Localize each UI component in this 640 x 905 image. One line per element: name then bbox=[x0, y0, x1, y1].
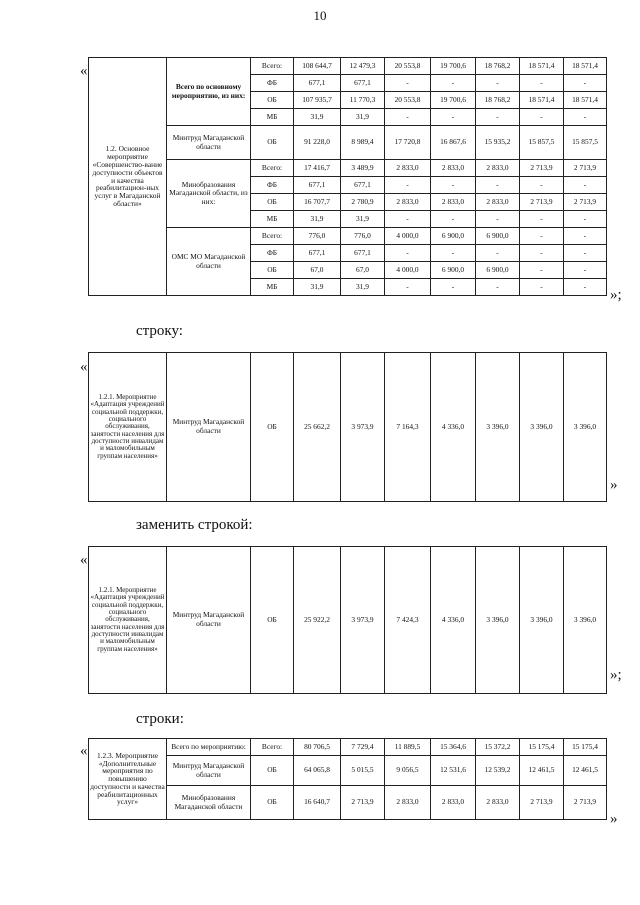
value-cell: 6 900,0 bbox=[476, 262, 520, 279]
value-cell: 108 644,7 bbox=[294, 58, 341, 75]
value-cell: 677,1 bbox=[294, 177, 341, 194]
value-cell: 776,0 bbox=[294, 228, 341, 245]
org-cell: Минобразования Магаданской области bbox=[167, 786, 251, 820]
value-cell: 31,9 bbox=[341, 109, 385, 126]
source-cell: Всего: bbox=[251, 160, 294, 177]
source-cell: МБ bbox=[251, 211, 294, 228]
value-cell: 2 833,0 bbox=[385, 160, 431, 177]
value-cell: 11 770,3 bbox=[341, 92, 385, 109]
value-cell: - bbox=[564, 262, 607, 279]
value-cell: 3 396,0 bbox=[520, 547, 564, 694]
value-cell: - bbox=[431, 279, 476, 296]
value-cell: - bbox=[476, 279, 520, 296]
value-cell: - bbox=[564, 75, 607, 92]
value-cell: - bbox=[476, 109, 520, 126]
value-cell: - bbox=[520, 279, 564, 296]
value-cell: 31,9 bbox=[341, 279, 385, 296]
value-cell: 19 700,6 bbox=[431, 92, 476, 109]
open-quote: « bbox=[80, 552, 88, 568]
source-cell: ОБ bbox=[251, 756, 294, 786]
value-cell: 3 489,9 bbox=[341, 160, 385, 177]
value-cell: 3 396,0 bbox=[520, 353, 564, 502]
org-cell: Минтруд Магаданской области bbox=[167, 353, 251, 502]
value-cell: 9 056,5 bbox=[385, 756, 431, 786]
value-cell: 2 713,9 bbox=[564, 194, 607, 211]
table-activity-old bbox=[88, 352, 607, 502]
value-cell: 18 571,4 bbox=[520, 58, 564, 75]
source-cell: Всего: bbox=[251, 58, 294, 75]
value-cell: 3 396,0 bbox=[476, 353, 520, 502]
value-cell: 91 228,0 bbox=[294, 126, 341, 160]
value-cell: 18 768,2 bbox=[476, 92, 520, 109]
value-cell: - bbox=[431, 75, 476, 92]
value-cell: 6 900,0 bbox=[431, 228, 476, 245]
value-cell: 677,1 bbox=[341, 177, 385, 194]
value-cell: 67,0 bbox=[341, 262, 385, 279]
value-cell: 677,1 bbox=[294, 245, 341, 262]
source-cell: ОБ bbox=[251, 194, 294, 211]
value-cell: 677,1 bbox=[341, 75, 385, 92]
org-cell: ОМС МО Магаданской области bbox=[167, 228, 251, 296]
source-cell: ОБ bbox=[251, 353, 294, 502]
value-cell: 31,9 bbox=[294, 211, 341, 228]
value-cell: 4 336,0 bbox=[431, 353, 476, 502]
open-quote: « bbox=[80, 743, 88, 759]
close-quote: » bbox=[610, 811, 618, 827]
close-quote: »; bbox=[610, 667, 622, 683]
value-cell: 3 973,9 bbox=[341, 547, 385, 694]
value-cell: 80 706,5 bbox=[294, 739, 341, 756]
table-row bbox=[89, 786, 607, 820]
value-cell: 15 175,4 bbox=[564, 739, 607, 756]
value-cell: - bbox=[476, 75, 520, 92]
value-cell: - bbox=[385, 109, 431, 126]
table-activity-new bbox=[88, 546, 607, 694]
value-cell: 11 889,5 bbox=[385, 739, 431, 756]
source-cell: МБ bbox=[251, 279, 294, 296]
value-cell: - bbox=[431, 177, 476, 194]
value-cell: 2 713,9 bbox=[520, 786, 564, 820]
table-row bbox=[89, 160, 607, 177]
value-cell: - bbox=[564, 279, 607, 296]
value-cell: 2 833,0 bbox=[385, 194, 431, 211]
value-cell: 2 713,9 bbox=[564, 786, 607, 820]
activity-name: 1.2.1. Мероприятие «Адаптация учреждений социальной поддержки, социального обслуживания, занятости населения для доступности инвалидам и маломобильным группам населения» bbox=[89, 353, 167, 502]
value-cell: 6 900,0 bbox=[476, 228, 520, 245]
table-row bbox=[89, 58, 607, 75]
org-cell: Минобразования Магаданской области, из них: bbox=[167, 160, 251, 228]
value-cell: 3 396,0 bbox=[564, 547, 607, 694]
value-cell: 31,9 bbox=[294, 109, 341, 126]
source-cell: ФБ bbox=[251, 177, 294, 194]
value-cell: 3 973,9 bbox=[341, 353, 385, 502]
close-quote: »; bbox=[610, 287, 622, 303]
value-cell: 18 571,4 bbox=[564, 92, 607, 109]
table-additional-activity bbox=[88, 738, 607, 820]
value-cell: - bbox=[520, 262, 564, 279]
value-cell: 2 713,9 bbox=[520, 160, 564, 177]
value-cell: 7 424,3 bbox=[385, 547, 431, 694]
value-cell: 8 989,4 bbox=[341, 126, 385, 160]
value-cell: - bbox=[520, 109, 564, 126]
value-cell: 4 000,0 bbox=[385, 262, 431, 279]
activity-name: 1.2.3. Мероприятие «Дополнительные мероприятия по повышению доступности и качества реабилитационных услуг» bbox=[89, 739, 167, 820]
value-cell: - bbox=[385, 75, 431, 92]
value-cell: 18 768,2 bbox=[476, 58, 520, 75]
value-cell: - bbox=[476, 211, 520, 228]
source-cell: МБ bbox=[251, 109, 294, 126]
value-cell: - bbox=[476, 177, 520, 194]
value-cell: 64 065,8 bbox=[294, 756, 341, 786]
table-row bbox=[89, 756, 607, 786]
value-cell: 15 857,5 bbox=[520, 126, 564, 160]
value-cell: 15 175,4 bbox=[520, 739, 564, 756]
value-cell: 12 461,5 bbox=[520, 756, 564, 786]
org-cell: Всего по основному мероприятию, из них: bbox=[167, 58, 251, 126]
value-cell: 3 396,0 bbox=[564, 353, 607, 502]
value-cell: 25 662,2 bbox=[294, 353, 341, 502]
source-cell: ФБ bbox=[251, 75, 294, 92]
value-cell: - bbox=[431, 245, 476, 262]
value-cell: 17 416,7 bbox=[294, 160, 341, 177]
table-row bbox=[89, 228, 607, 245]
source-cell: ОБ bbox=[251, 547, 294, 694]
table-row bbox=[89, 739, 607, 756]
value-cell: 19 700,6 bbox=[431, 58, 476, 75]
value-cell: 6 900,0 bbox=[431, 262, 476, 279]
value-cell: 776,0 bbox=[341, 228, 385, 245]
value-cell: - bbox=[385, 177, 431, 194]
heading-stroki: строки: bbox=[136, 711, 184, 727]
value-cell: 15 372,2 bbox=[476, 739, 520, 756]
source-cell: ОБ bbox=[251, 262, 294, 279]
org-cell: Минтруд Магаданской области bbox=[167, 126, 251, 160]
value-cell: 7 729,4 bbox=[341, 739, 385, 756]
value-cell: 2 833,0 bbox=[431, 160, 476, 177]
value-cell: 16 867,6 bbox=[431, 126, 476, 160]
value-cell: 67,0 bbox=[294, 262, 341, 279]
table-row bbox=[89, 126, 607, 160]
value-cell: 15 857,5 bbox=[564, 126, 607, 160]
value-cell: - bbox=[564, 177, 607, 194]
value-cell: - bbox=[520, 177, 564, 194]
value-cell: 16 640,7 bbox=[294, 786, 341, 820]
table-row bbox=[89, 547, 607, 694]
value-cell: 3 396,0 bbox=[476, 547, 520, 694]
value-cell: 12 479,3 bbox=[341, 58, 385, 75]
value-cell: 2 713,9 bbox=[341, 786, 385, 820]
value-cell: 18 571,4 bbox=[564, 58, 607, 75]
open-quote: « bbox=[80, 63, 88, 79]
value-cell: 2 833,0 bbox=[385, 786, 431, 820]
org-cell: Минтруд Магаданской области bbox=[167, 756, 251, 786]
source-cell: ОБ bbox=[251, 126, 294, 160]
value-cell: - bbox=[385, 211, 431, 228]
value-cell: - bbox=[520, 75, 564, 92]
value-cell: 7 164,3 bbox=[385, 353, 431, 502]
value-cell: 12 539,2 bbox=[476, 756, 520, 786]
value-cell: 15 364,6 bbox=[431, 739, 476, 756]
org-cell: Всего по мероприятию: bbox=[167, 739, 251, 756]
value-cell: - bbox=[564, 245, 607, 262]
close-quote: » bbox=[610, 477, 618, 493]
value-cell: - bbox=[385, 245, 431, 262]
value-cell: 20 553,8 bbox=[385, 92, 431, 109]
value-cell: 2 833,0 bbox=[476, 160, 520, 177]
org-cell: Минтруд Магаданской области bbox=[167, 547, 251, 694]
value-cell: 4 336,0 bbox=[431, 547, 476, 694]
value-cell: 2 713,9 bbox=[564, 160, 607, 177]
value-cell: - bbox=[564, 109, 607, 126]
value-cell: 12 531,6 bbox=[431, 756, 476, 786]
source-cell: ОБ bbox=[251, 786, 294, 820]
value-cell: - bbox=[385, 279, 431, 296]
value-cell: 12 461,5 bbox=[564, 756, 607, 786]
value-cell: - bbox=[520, 245, 564, 262]
value-cell: 107 935,7 bbox=[294, 92, 341, 109]
source-cell: ОБ bbox=[251, 92, 294, 109]
value-cell: - bbox=[520, 228, 564, 245]
value-cell: 2 713,9 bbox=[520, 194, 564, 211]
value-cell: 17 720,8 bbox=[385, 126, 431, 160]
value-cell: - bbox=[564, 228, 607, 245]
heading-zamenit: заменить строкой: bbox=[136, 517, 253, 533]
value-cell: - bbox=[520, 211, 564, 228]
value-cell: 20 553,8 bbox=[385, 58, 431, 75]
value-cell: 677,1 bbox=[294, 75, 341, 92]
value-cell: 5 015,5 bbox=[341, 756, 385, 786]
value-cell: 16 707,7 bbox=[294, 194, 341, 211]
source-cell: Всего: bbox=[251, 228, 294, 245]
value-cell: - bbox=[564, 211, 607, 228]
value-cell: - bbox=[431, 211, 476, 228]
heading-stroku: строку: bbox=[136, 323, 183, 339]
value-cell: 677,1 bbox=[341, 245, 385, 262]
value-cell: 4 000,0 bbox=[385, 228, 431, 245]
main-activity-name: 1.2. Основное мероприятие «Совершенство-вание доступности объектов и качества реабилитацион-ных услуг в Магаданской области» bbox=[89, 58, 167, 296]
source-cell: Всего: bbox=[251, 739, 294, 756]
value-cell: 2 833,0 bbox=[431, 194, 476, 211]
value-cell: 25 922,2 bbox=[294, 547, 341, 694]
value-cell: 2 833,0 bbox=[476, 194, 520, 211]
table-main-activity bbox=[88, 57, 607, 296]
value-cell: 31,9 bbox=[294, 279, 341, 296]
page-number: 10 bbox=[313, 8, 327, 23]
value-cell: - bbox=[476, 245, 520, 262]
activity-name: 1.2.1. Мероприятие «Адаптация учреждений социальной поддержки, социального обслуживания, занятости населения для доступности инвалидам и маломобильным группам населения» bbox=[89, 547, 167, 694]
value-cell: 15 935,2 bbox=[476, 126, 520, 160]
value-cell: 2 780,9 bbox=[341, 194, 385, 211]
open-quote: « bbox=[80, 359, 88, 375]
value-cell: 31,9 bbox=[341, 211, 385, 228]
value-cell: - bbox=[431, 109, 476, 126]
value-cell: 2 833,0 bbox=[476, 786, 520, 820]
source-cell: ФБ bbox=[251, 245, 294, 262]
value-cell: 18 571,4 bbox=[520, 92, 564, 109]
value-cell: 2 833,0 bbox=[431, 786, 476, 820]
table-row bbox=[89, 353, 607, 502]
